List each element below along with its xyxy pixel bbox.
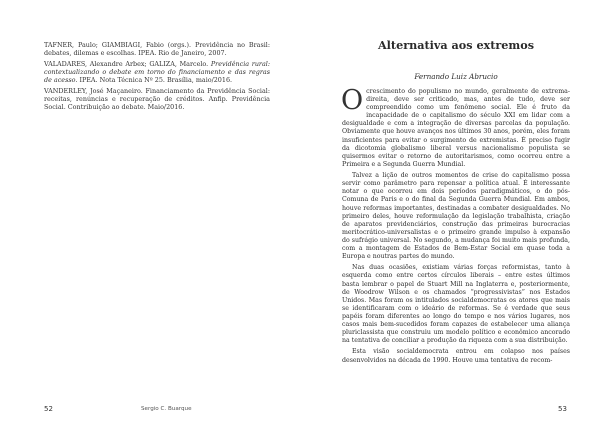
reference-title: Previdência rural: contextualizando o debate em torno do financiamento e das regras de acesso. — [44, 59, 270, 84]
article-title: Alternativa aos extremos — [377, 38, 535, 52]
running-head: Sergio C. Buarque — [141, 406, 192, 412]
left-page-number: 52 — [44, 405, 53, 413]
article-body — [341, 85, 570, 368]
paragraph: Talvez a lição de outros momentos de crise do capitalismo possa servir como parâmetro para repensar a política atual. É interessante notar o que ocorreu em dois períodos paradigmáticos, o do pós-Comuna de Paris e o do final da Segunda Guerra Mundial. Em ambos, houve reformas importantes, destinadas a combater desigualdades. No primeiro deles, houve reformulação da legislação trabalhista, criação de aparatos previdenciários, construção das primeiras burocracias meritocrático-universalistas e o primeiro grande impulso à expansão do sufrágio universal. No segundo, a mudança foi muito mais profunda, com a montagem de Estados de Bem-Estar Social em quase toda a Europa e noutras partes do mundo. — [342, 172, 570, 261]
article-author: Fernando Luiz Abrucio — [414, 72, 498, 81]
right-page-number: 53 — [558, 405, 567, 413]
reference-item: VALADARES, Alexandre Arbex; GALIZA, Marcelo. Previdência rural: contextualizando o debate em torno do financiamento e das regras de acesso. IPEA. Nota Técnica Nº 25. Brasília, maio/2016. — [44, 59, 270, 84]
reference-list — [44, 41, 270, 114]
paragraph: Ocrescimento do populismo no mundo, geralmente de extrema-direita, deve ser criticado, mas, antes de tudo, deve ser compreendido como um fenômeno social. Ele é fruto da incapacidade de o capitalismo do século XXI em lidar com a desigualdade e com a integração de diversas parcelas da população. Obviamente que houve avanços nos últimos 30 anos, porém, eles foram insuficientes para evitar o surgimento de extremistas. É preciso fugir da dicotomia globalismo liberal versus nacionalismo populista se quisermos evitar o retorno de autoritarismos, como ocorreu entre a Primeira e a Segunda Guerra Mundial. — [341, 85, 570, 168]
paragraph: Esta visão socialdemocrata entrou em colapso nos países desenvolvidos na década de 1990. Houve uma tentativa de recom- — [342, 348, 570, 364]
drop-cap: O — [341, 85, 364, 116]
reference-item: VANDERLEY, José Maçaneiro. Financiamento da Previdência Social: receitas, renúncias e recuperação de créditos. Anfip. Previdência Social. Contribuição ao debate. Maio/2016. — [44, 86, 270, 111]
reference-item: TAFNER, Paulo; GIAMBIAGI, Fabio (orgs.). Previdência no Brasil: debates, dilemas e escolhas. IPEA. Rio de Janeiro, 2007. — [44, 41, 270, 58]
paragraph: Nas duas ocasiões, existiam várias forças reformistas, tanto à esquerda como entre certos círculos liberais – entre estes últimos basta lembrar o papel de Stuart Mill na Inglaterra e, posteriormente, de Woodrow Wilson e os chamados “progressivistas” nos Estados Unidos. Mas foram os intitulados socialdemocratas os atores que mais se identificaram com o ideário de reformas. Se é verdade que seus papéis foram diferentes ao longo do tempo e nos vários lugares, nos casos mais bem-sucedidos foram capazes de estabelecer uma aliança pluriclassista que construiu um modelo político e econômico ancorado na tentativa de conciliar a produção da riqueza com a sua distribuição. — [342, 264, 570, 345]
